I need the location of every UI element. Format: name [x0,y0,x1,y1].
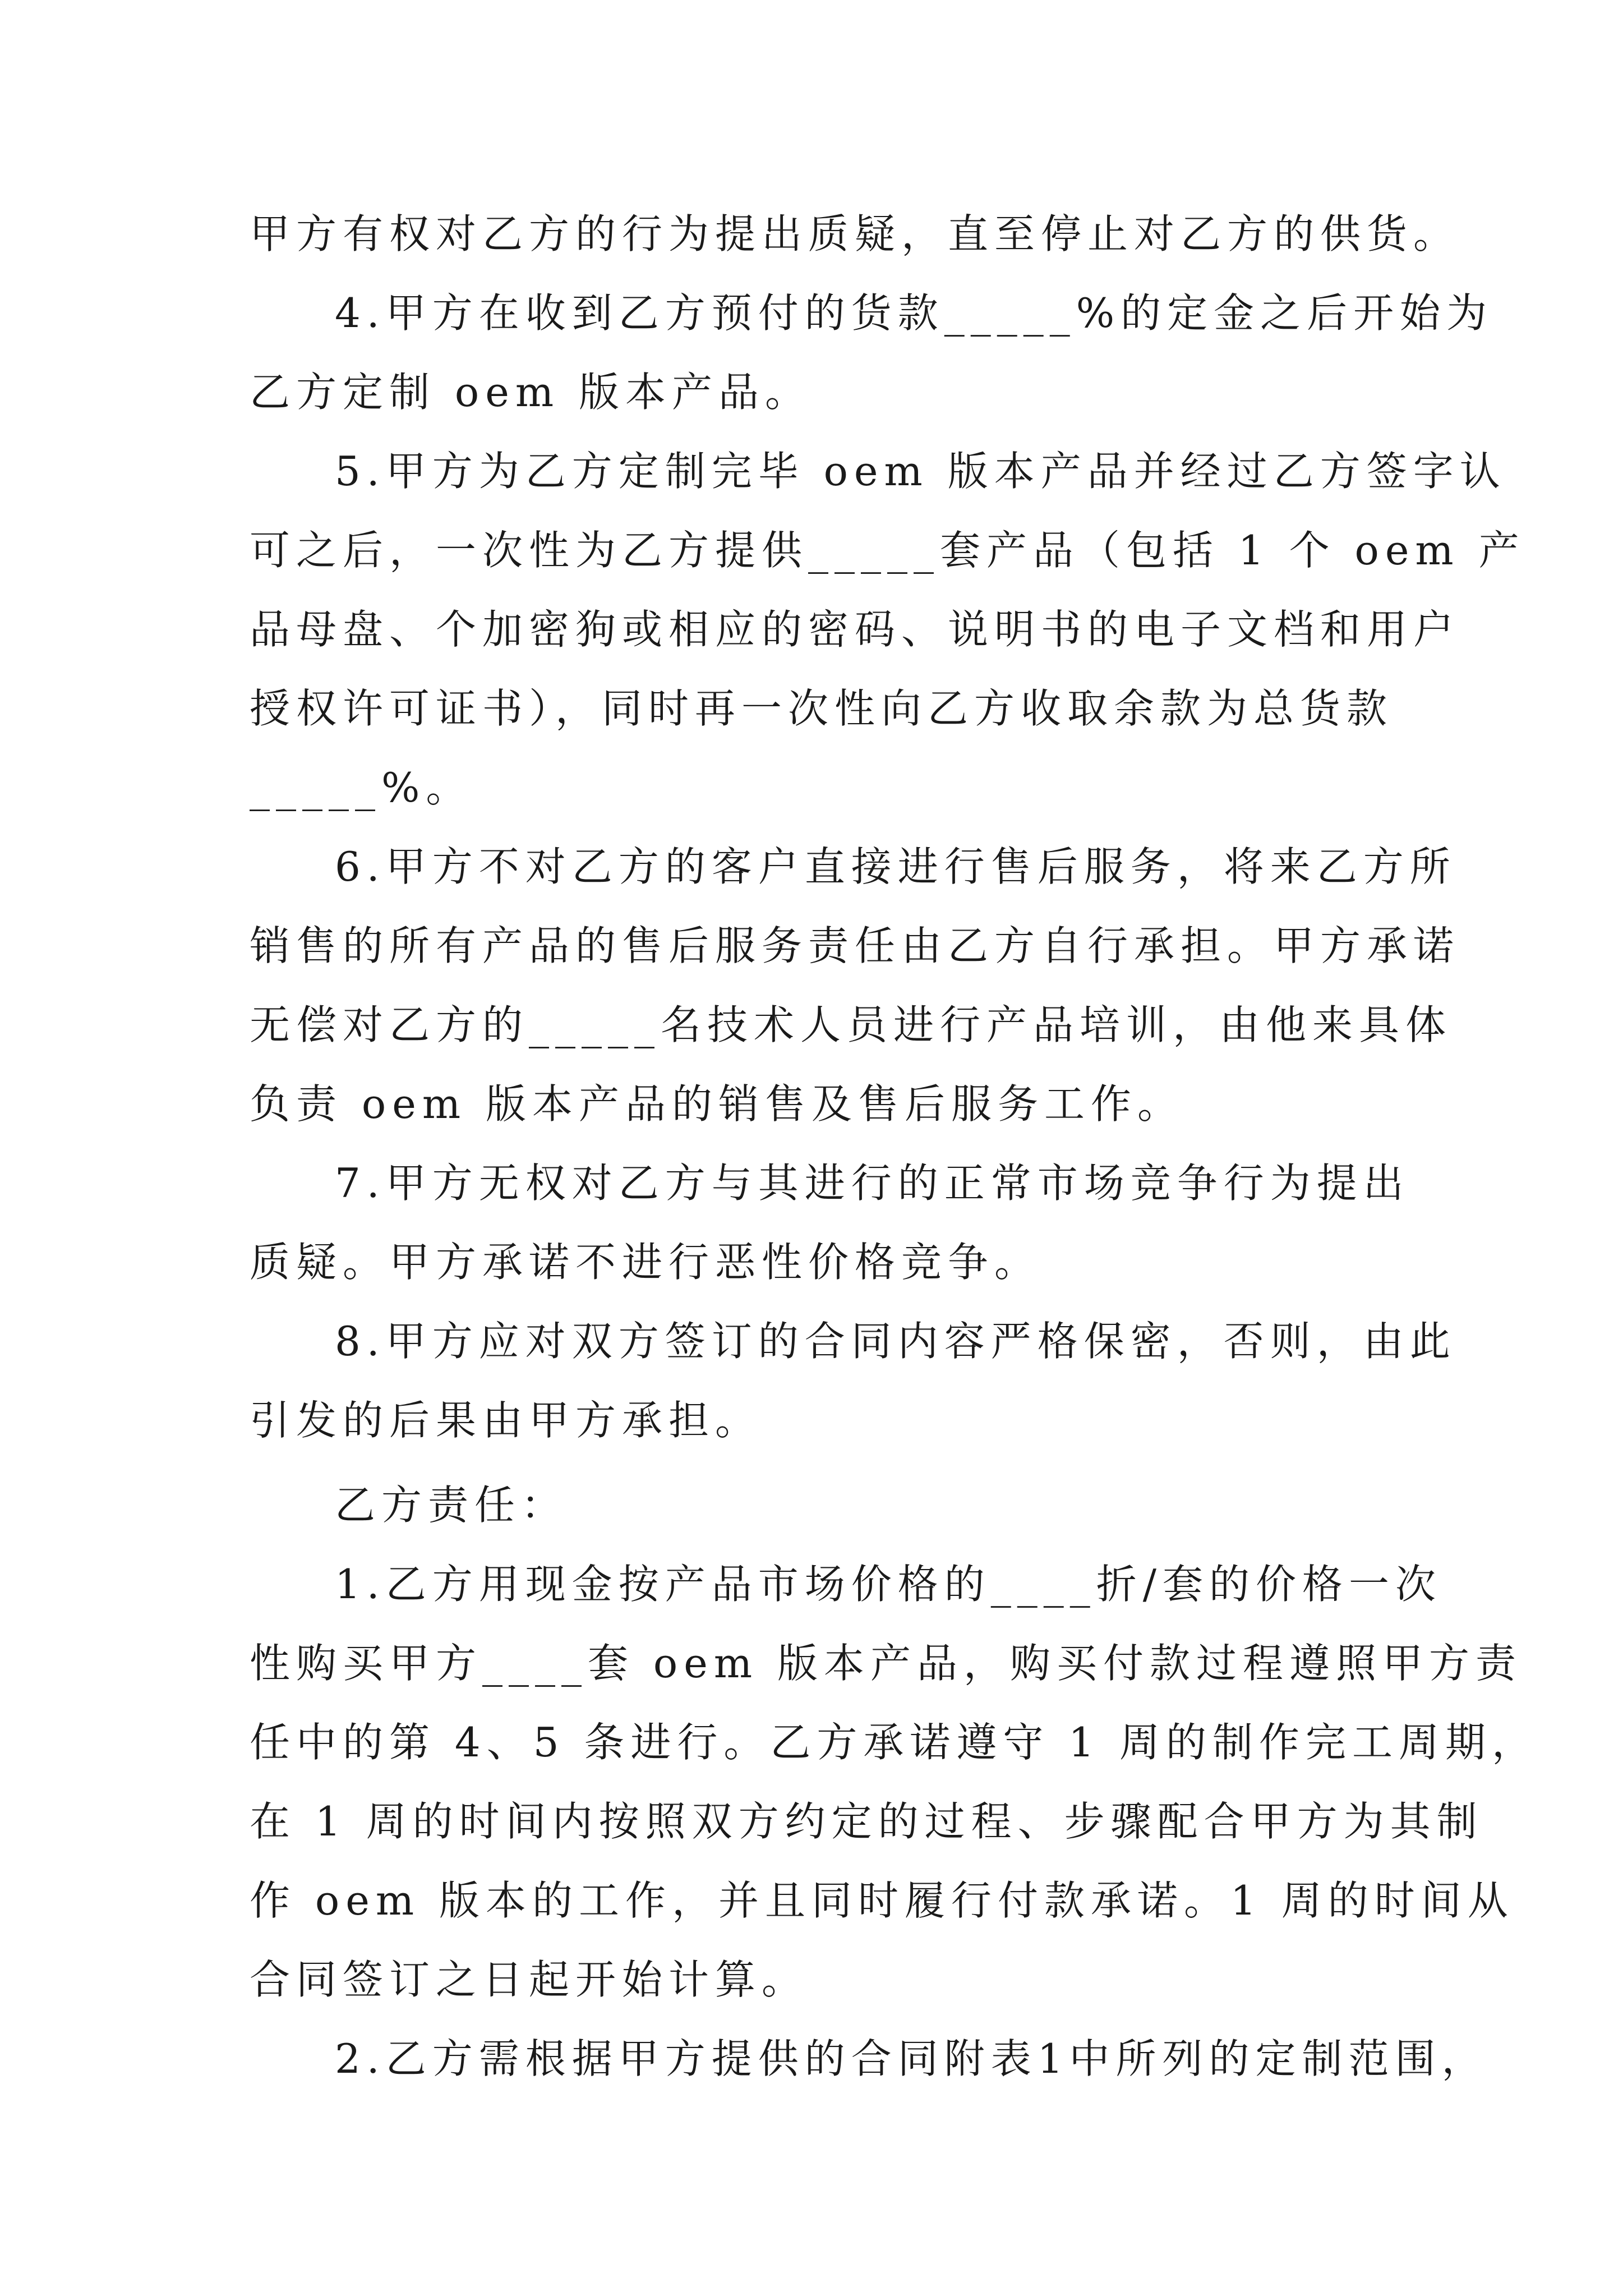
text-line-5: 可之后，一次性为乙方提供_____套产品（包括 1 个 oem 产 [250,526,1525,574]
text-line-20: 任中的第 4、5 条进行。乙方承诺遵守 1 周的制作完工周期， [250,1718,1538,1766]
text-line-6: 品母盘、个加密狗或相应的密码、说明书的电子文档和用户 [250,605,1460,653]
text-line-13: 7.甲方无权对乙方与其进行的正常市场竞争行为提出 [335,1159,1410,1207]
text-line-4: 5.甲方为乙方定制完毕 oem 版本产品并经过乙方签字认 [335,447,1506,495]
text-line-16: 引发的后果由甲方承担。 [250,1396,762,1444]
text-line-11: 无偿对乙方的_____名技术人员进行产品培训，由他来具体 [250,1001,1453,1048]
text-line-19: 性购买甲方____套 oem 版本产品，购买付款过程遵照甲方责 [250,1639,1523,1687]
text-line-1: 甲方有权对乙方的行为提出质疑，直至停止对乙方的供货。 [250,210,1460,257]
text-line-12: 负责 oem 版本产品的销售及售后服务工作。 [250,1080,1184,1128]
text-line-10: 销售的所有产品的售后服务责任由乙方自行承担。甲方承诺 [250,922,1460,969]
text-line-14: 质疑。甲方承诺不进行恶性价格竞争。 [250,1238,1041,1286]
text-line-3: 乙方定制 oem 版本产品。 [250,368,812,416]
text-line-22: 作 oem 版本的工作，并且同时履行付款承诺。1 周的时间从 [250,1876,1514,1924]
text-line-21: 在 1 周的时间内按照双方约定的过程、步骤配合甲方为其制 [250,1797,1483,1845]
text-line-18: 1.乙方用现金按产品市场价格的____折/套的价格一次 [335,1560,1442,1608]
text-line-23: 合同签订之日起开始计算。 [250,1955,809,2003]
text-line-24: 2.乙方需根据甲方提供的合同附表1中所列的定制范围， [335,2035,1488,2082]
text-line-9: 6.甲方不对乙方的客户直接进行售后服务，将来乙方所 [335,843,1456,890]
text-line-15: 8.甲方应对双方签订的合同内容严格保密，否则，由此 [335,1317,1456,1365]
document-body [250,191,1538,2095]
section-heading: 乙方责任： [335,1481,568,1529]
text-line-2: 4.甲方在收到乙方预付的货款_____%的定金之后开始为 [335,289,1493,337]
text-line-8: _____%。 [250,763,473,811]
text-line-7: 授权许可证书），同时再一次性向乙方收取余款为总货款 [250,684,1394,732]
